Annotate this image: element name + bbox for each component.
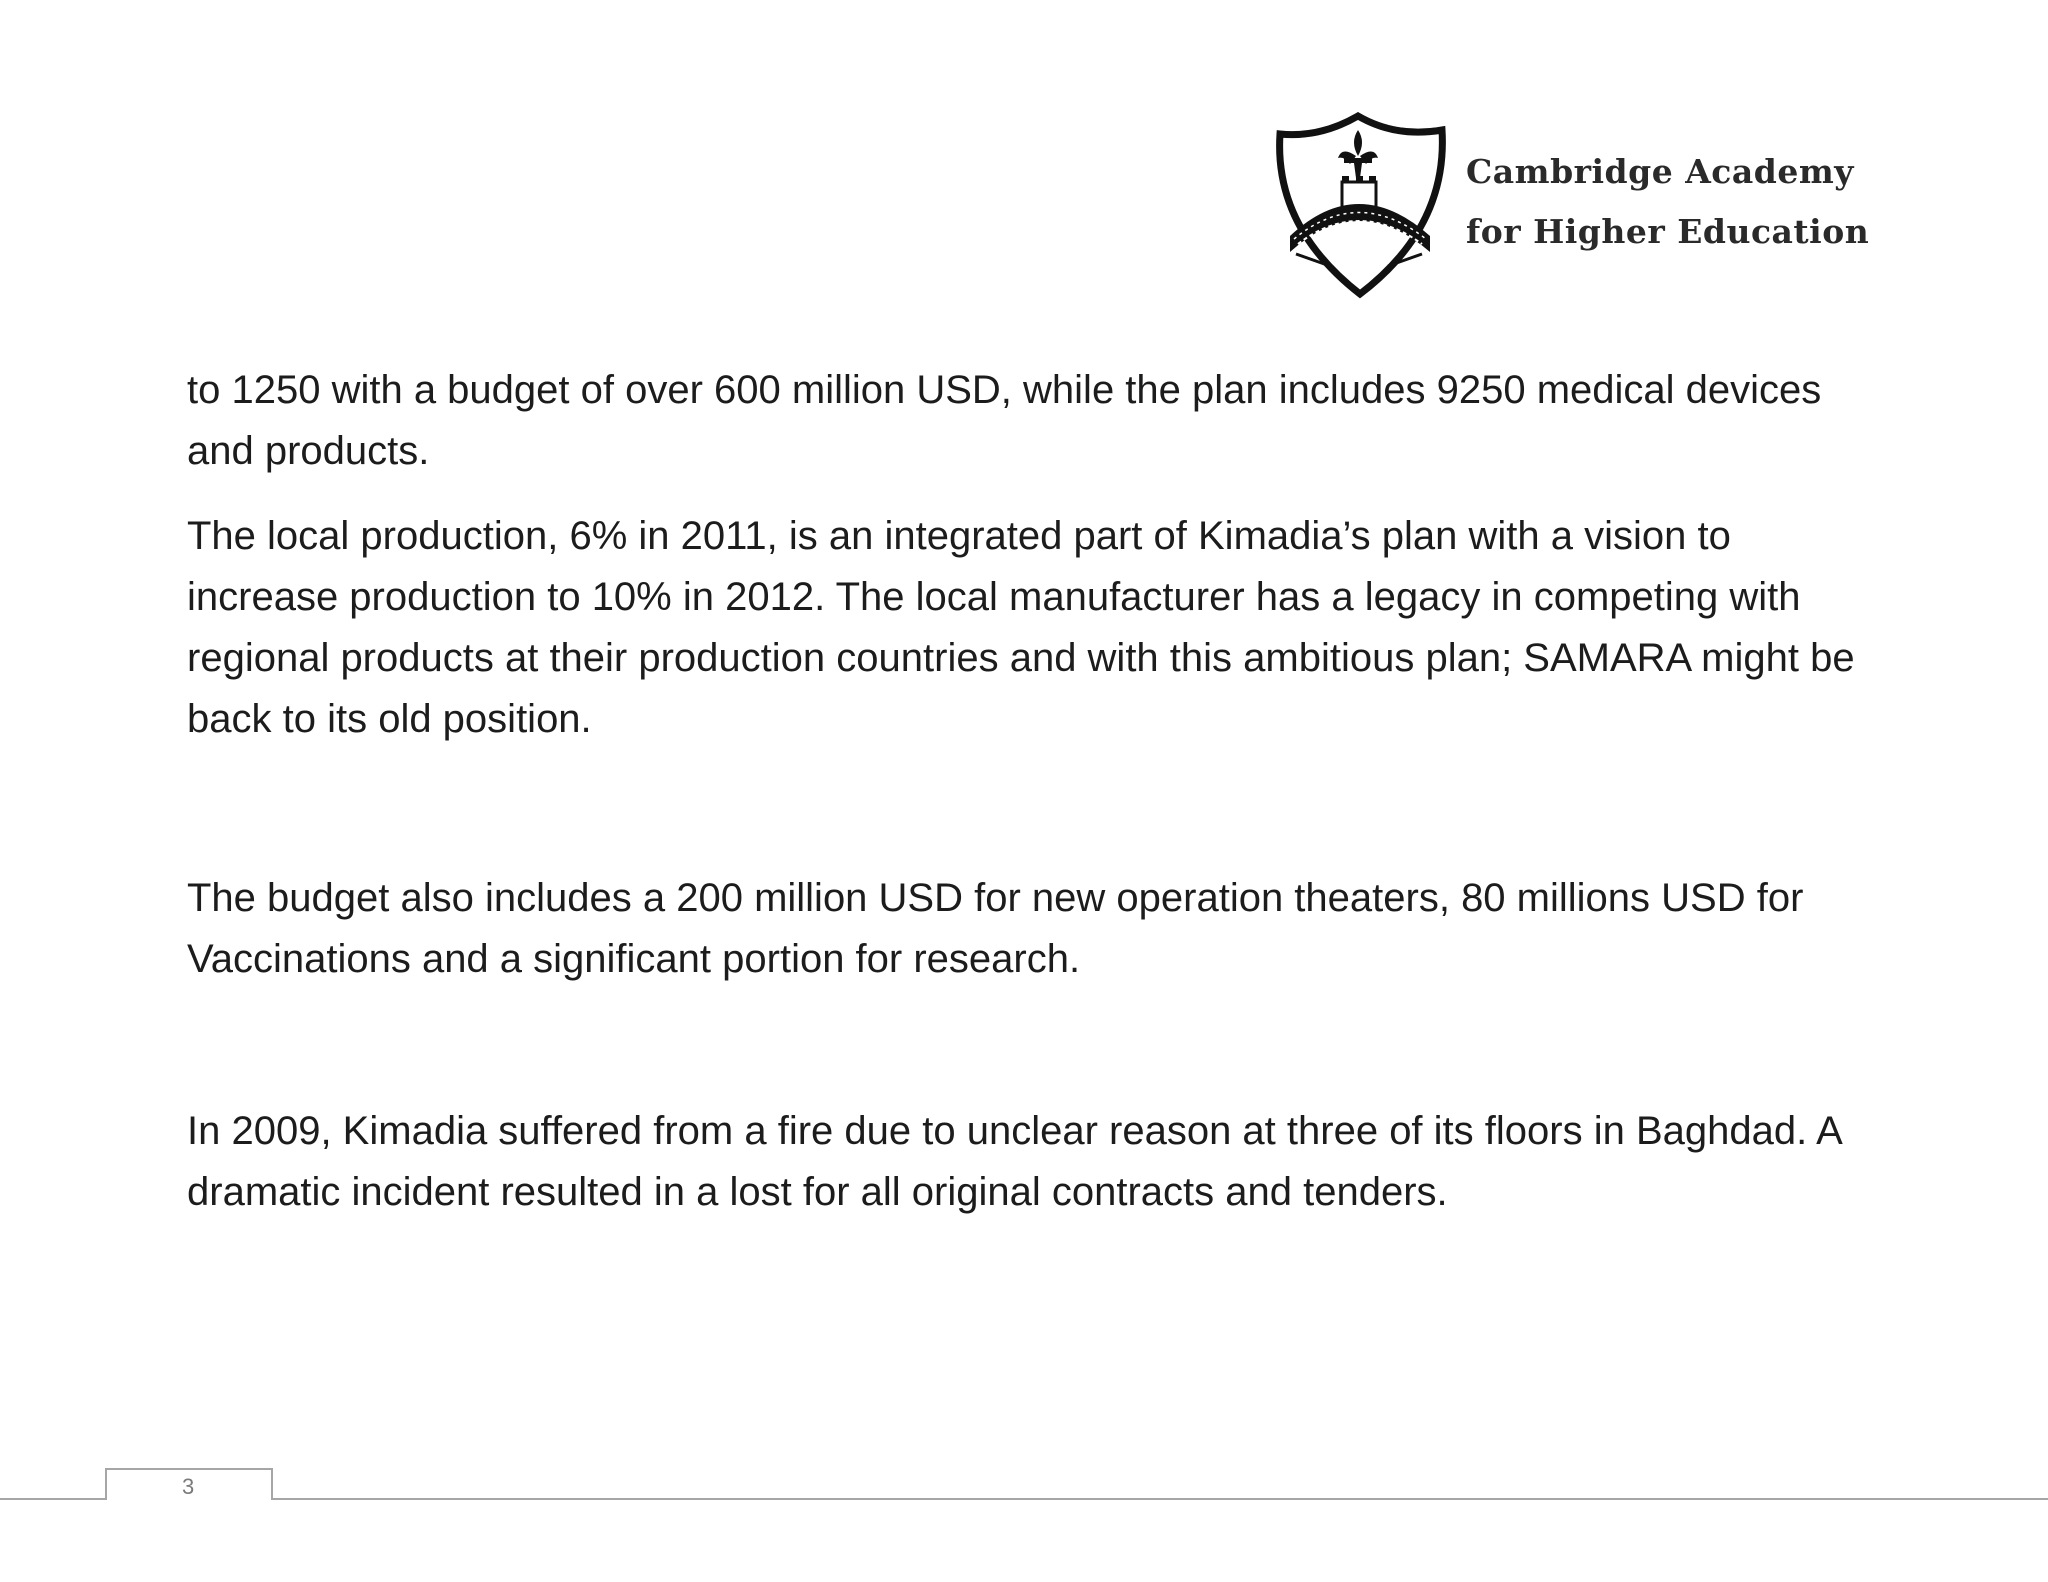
paragraph: In 2009, Kimadia suffered from a fire due to unclear reason at three of its floors in Baghdad. A dramatic incident resulted in a lost for all original contracts and tenders. [187,1109,1841,1214]
footer-divider [0,1498,2048,1500]
shield-crest-icon [1270,112,1460,302]
document-body [187,360,1887,1223]
paragraph: The budget also includes a 200 million USD for new operation theaters, 80 millions USD for Vaccinations and a significant portion for research. [187,876,1804,981]
paragraph: The local production, 6% in 2011, is an integrated part of Kimadia’s plan with a vision to increase production to 10% in 2012. The local manufacturer has a legacy in competing with regional products at their production countries and with this ambitious plan; SAMARA might be back to its old position. [187,514,1855,741]
page-number: 3 [182,1474,195,1499]
paragraph: to 1250 with a budget of over 600 million USD, while the plan includes 9250 medical devices and products. [187,368,1822,473]
institution-logo [1270,112,1870,302]
logo-subtitle-line: for Higher Education [1466,212,1870,251]
logo-title-line: Cambridge Academy [1466,152,1854,191]
